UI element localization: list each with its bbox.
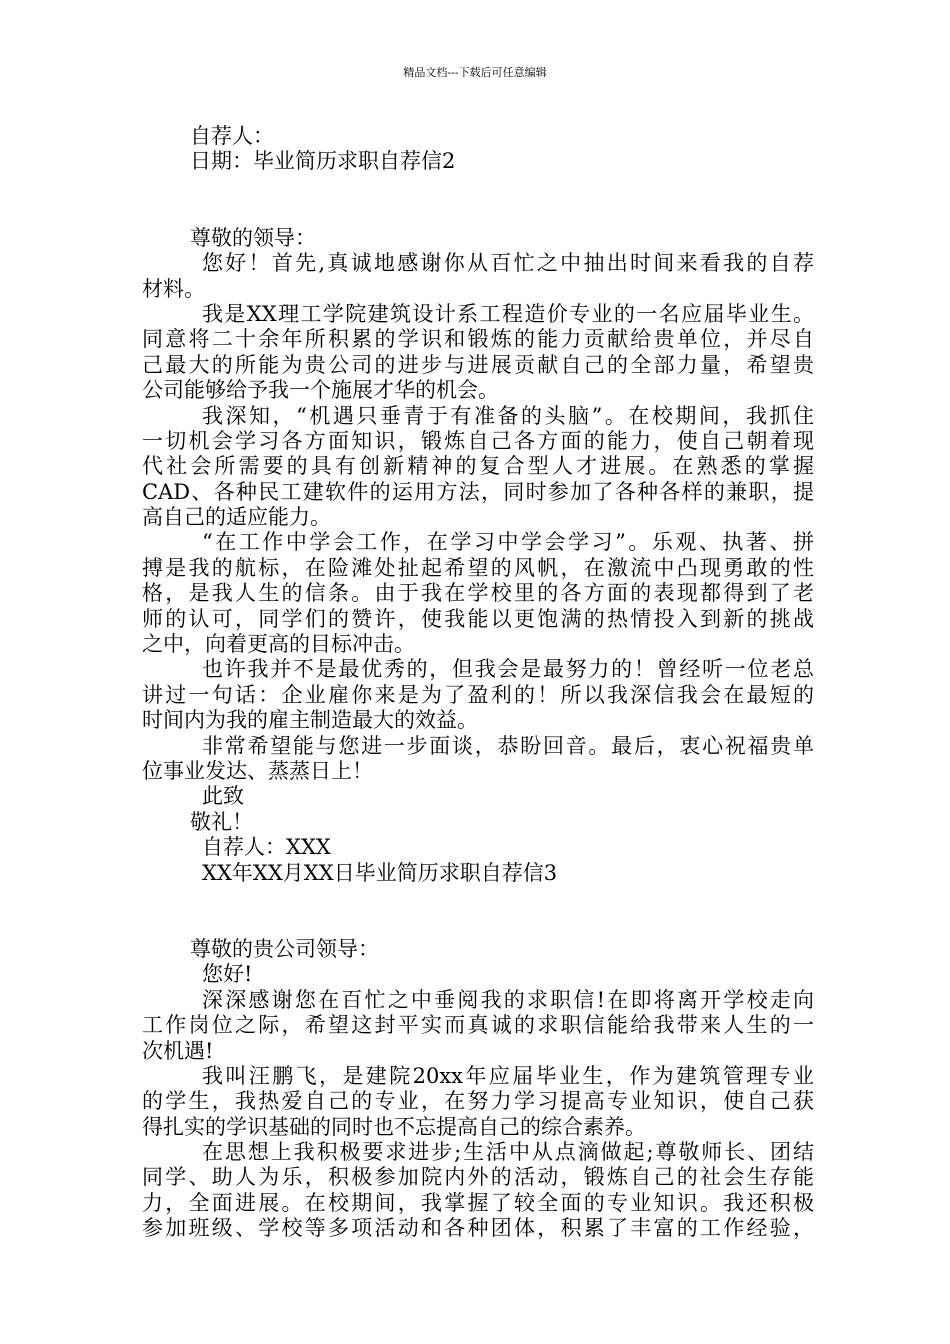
text-line: 时间内为我的雇主制造最大的效益。 [142,708,478,733]
letter-body [142,124,814,1242]
text-line: 您好！首先,真诚地感谢你从百忙之中抽出时间来看我的自荐 [202,251,814,276]
text-line: 之中，向着更高的目标冲击。 [142,632,415,657]
text-line: 公司能够给予我一个施展才华的机会。 [142,378,499,403]
text-line: 也许我并不是最优秀的，但我会是最努力的！曾经听一位老总 [202,657,814,682]
text-line: 自荐人：XXX [202,835,331,860]
text-line: 师的认可，同学们的赞许，使我能以更饱满的热情投入到新的挑战 [142,606,814,631]
text-line: CAD、各种民工建软件的运用方法，同时参加了各种各样的兼职，提 [142,479,814,504]
text-line: 代社会所需要的具有创新精神的复合型人才进展。在熟悉的掌握 [142,454,814,479]
text-line: 深深感谢您在百忙之中垂阅我的求职信!在即将离开学校走向 [202,987,814,1012]
text-line: “在工作中学会工作，在学习中学会学习”。乐观、执著、拼 [202,530,814,555]
paragraph-gap [142,886,814,937]
text-line: 尊敬的领导： [190,225,316,250]
text-line: 此致 [202,784,244,809]
text-line: 日期：毕业简历求职自荐信2 [190,149,456,174]
text-line: 非常希望能与您进一步面谈，恭盼回音。最后，衷心祝福贵单 [202,733,814,758]
text-line: 同意将二十余年所积累的学识和锻炼的能力贡献给贵单位，并尽自 [142,327,814,352]
text-line: 的学生，我热爱自己的专业，在努力学习提高专业知识，使自己获 [142,1089,814,1114]
text-line: 讲过一句话：企业雇你来是为了盈利的！所以我深信我会在最短的 [142,682,814,707]
text-line: 同学、助人为乐，积极参加院内外的活动，锻炼自己的社会生存能 [142,1165,814,1190]
text-line: 搏是我的航标，在险滩处扯起希望的风帆，在激流中凸现勇敢的性 [142,555,814,580]
text-line: 高自己的适应能力。 [142,505,331,530]
text-line: 我是XX理工学院建筑设计系工程造价专业的一名应届毕业生。 [202,301,814,326]
text-line: 我叫汪鹏飞，是建院20xx年应届毕业生，作为建筑管理专业 [202,1063,814,1088]
text-line: 您好! [202,962,253,987]
text-line: 自荐人： [190,124,274,148]
text-line: 参加班级、学校等多项活动和各种团体，积累了丰富的工作经验， [142,1216,814,1241]
text-line: 敬礼！ [190,809,253,834]
text-line: 格，是我人生的信条。由于我在学校里的各方面的表现都得到了老 [142,581,814,606]
text-line: 在思想上我积极要求进步;生活中从点滴做起;尊敬师长、团结 [202,1140,814,1165]
text-line: 一切机会学习各方面知识，锻炼自己各方面的能力，使自己朝着现 [142,428,814,453]
text-line: 位事业发达、蒸蒸日上！ [142,758,373,783]
text-line: 己最大的所能为贵公司的进步与进展贡献自己的全部力量，希望贵 [142,352,814,377]
text-line: XX年XX月XX日毕业简历求职自荐信3 [202,860,558,885]
text-line: 力，全面进展。在校期间，我掌握了较全面的专业知识。我还积极 [142,1190,814,1215]
text-line: 尊敬的贵公司领导： [190,936,379,961]
paragraph-gap [142,175,814,226]
text-line: 得扎实的学识基础的同时也不忘提高自己的综合素养。 [142,1114,646,1139]
text-line: 次机遇! [142,1038,214,1063]
text-line: 我深知，“机遇只垂青于有准备的头脑”。在校期间，我抓住 [202,403,814,428]
text-line: 工作岗位之际，希望这封平实而真诚的求职信能给我带来人生的一 [142,1013,814,1038]
page-header: 精品文档---下载后可任意编辑 [403,66,547,79]
text-line: 材料。 [142,276,205,301]
